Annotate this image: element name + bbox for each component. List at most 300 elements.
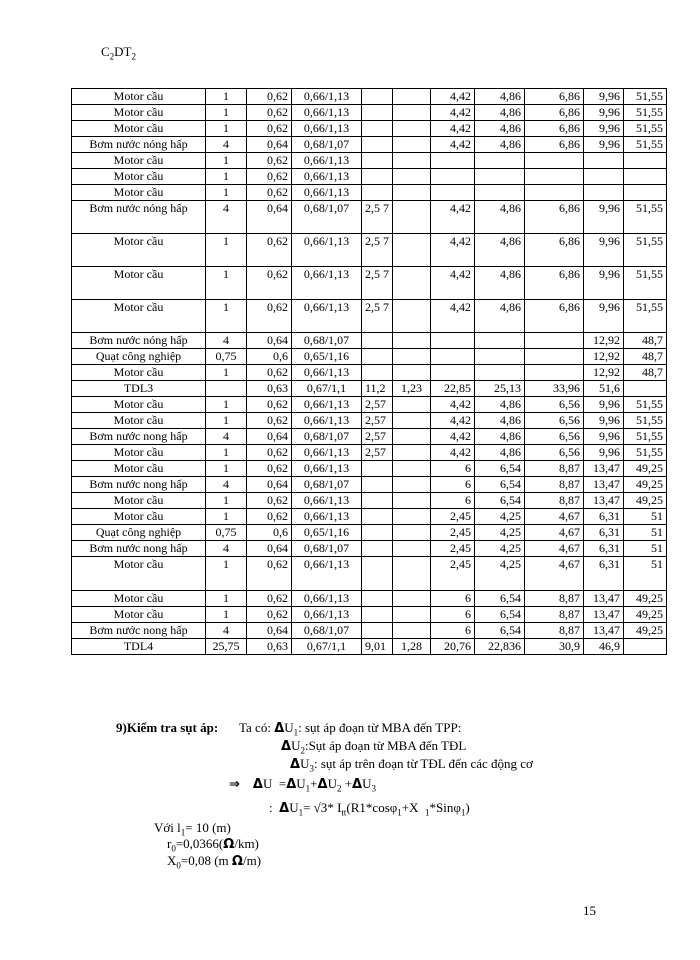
cell-k: 0,62 [247,591,292,607]
cell-k: 0,64 [247,623,292,639]
cell-c5: 2,5 7 [362,267,393,300]
cell-c8: 6,54 [475,493,525,509]
cell-c6 [393,413,431,429]
cell-c9: 6,56 [525,445,584,461]
cell-c5 [362,607,393,623]
cell-n: 1 [206,461,247,477]
cell-c5 [362,89,393,105]
cell-c6 [393,623,431,639]
cell-k: 0,63 [247,639,292,655]
cell-c8 [475,185,525,201]
cell-c7: 20,76 [431,639,475,655]
cell-c6 [393,477,431,493]
cell-k: 0,62 [247,445,292,461]
table-row [72,89,667,105]
cell-c7: 6 [431,623,475,639]
cell-name: Bơm nước nong hấp [72,623,206,639]
cell-c5: 2,5 7 [362,201,393,234]
cell-cos: 0,66/1,13 [292,267,362,300]
cell-cos: 0,68/1,07 [292,429,362,445]
cell-c7 [431,153,475,169]
cell-name: Bơm nước nong hấp [72,429,206,445]
table-row [72,333,667,349]
cell-k: 0,62 [247,557,292,591]
cell-c8: 6,54 [475,591,525,607]
cell-name: Bơm nước nong hấp [72,541,206,557]
cell-c11: 51 [624,509,667,525]
cell-cos: 0,66/1,13 [292,413,362,429]
cell-c7: 6 [431,477,475,493]
cell-c5 [362,349,393,365]
cell-n: 1 [206,234,247,267]
table-row [72,397,667,413]
cell-name: Bơm nước nóng hấp [72,137,206,153]
cell-c5 [362,333,393,349]
cell-c11: 49,25 [624,623,667,639]
x0-value: $X_0=0,08$ (m Ω/m) [167,853,262,871]
cell-c11 [624,169,667,185]
cell-c6 [393,267,431,300]
cell-c11: 51,55 [624,267,667,300]
cell-n: 1 [206,365,247,381]
cell-c7 [431,333,475,349]
cell-cos: 0,66/1,13 [292,300,362,333]
cell-c10: 6,31 [584,541,624,557]
cell-c6 [393,461,431,477]
cell-cos: 0,67/1,1 [292,639,362,655]
cell-k: 0,62 [247,153,292,169]
cell-name: Motor cầu [72,169,206,185]
cell-name: Motor cầu [72,509,206,525]
cell-n: 4 [206,137,247,153]
cell-n: 4 [206,429,247,445]
cell-c9: 4,67 [525,541,584,557]
cell-c7: 4,42 [431,397,475,413]
cell-c8: 4,86 [475,105,525,121]
cell-cos: 0,66/1,13 [292,591,362,607]
cell-cos: 0,68/1,07 [292,137,362,153]
cell-c10: 9,96 [584,121,624,137]
cell-c8: 4,86 [475,429,525,445]
cell-c10: 13,47 [584,477,624,493]
cell-c10 [584,185,624,201]
cell-c11 [624,639,667,655]
cell-c9: 4,67 [525,525,584,541]
cell-c8: 4,86 [475,445,525,461]
cell-k: 0,64 [247,477,292,493]
cell-c9: 6,86 [525,105,584,121]
cell-c8 [475,169,525,185]
cell-cos: 0,66/1,13 [292,607,362,623]
cell-cos: 0,66/1,13 [292,153,362,169]
cell-c5 [362,365,393,381]
cell-c5: 2,57 [362,445,393,461]
cell-c5: 2,5 7 [362,300,393,333]
table-body [72,89,667,655]
cell-n: 1 [206,153,247,169]
cell-c5 [362,509,393,525]
cell-c6 [393,591,431,607]
table-row [72,349,667,365]
cell-n: 4 [206,541,247,557]
cell-c9: 8,87 [525,607,584,623]
cell-n: 1 [206,493,247,509]
cell-c10: 9,96 [584,445,624,461]
cell-cos: 0,65/1,16 [292,525,362,541]
cell-c8: 4,86 [475,234,525,267]
cell-c7: 4,42 [431,429,475,445]
cell-k: 0,62 [247,169,292,185]
cell-c9 [525,365,584,381]
cell-name: Motor cầu [72,445,206,461]
cell-c6 [393,153,431,169]
cell-c11: 49,25 [624,607,667,623]
cell-c6 [393,137,431,153]
cell-k: 0,62 [247,397,292,413]
cell-c6: 1,23 [393,381,431,397]
cell-c11: 51,55 [624,234,667,267]
cell-n: 25,75 [206,639,247,655]
cell-c6 [393,300,431,333]
cell-c11: 48,7 [624,365,667,381]
cell-k: 0,62 [247,267,292,300]
cell-cos: 0,66/1,13 [292,365,362,381]
cell-c9: 30,9 [525,639,584,655]
cell-n: 1 [206,267,247,300]
table-row [72,541,667,557]
cell-c11: 51,55 [624,413,667,429]
cell-cos: 0,66/1,13 [292,445,362,461]
cell-name: Motor cầu [72,121,206,137]
cell-c7 [431,169,475,185]
cell-c11: 49,25 [624,493,667,509]
cell-c5 [362,169,393,185]
cell-c6 [393,89,431,105]
load-calculation-table [71,88,667,655]
cell-c10: 13,47 [584,607,624,623]
du3-definition: $\Delta U_3$: sụt áp trên đoạn từ TĐL đến các động cơ [290,756,533,774]
cell-cos: 0,66/1,13 [292,169,362,185]
r0-value: $r_0=0,0366(\Omega/km)$ [167,836,259,854]
cell-name: Quạt công nghiệp [72,525,206,541]
cell-k: 0,62 [247,105,292,121]
cell-c10: 9,96 [584,234,624,267]
du2-definition: $\Delta U_2:Sụt$ áp đoạn từ MBA đến TĐL [281,738,467,756]
cell-c8: 6,54 [475,477,525,493]
cell-c6 [393,201,431,234]
cell-c8: 4,86 [475,89,525,105]
cell-c8: 4,86 [475,201,525,234]
cell-c5: 9,01 [362,639,393,655]
cell-name: Motor cầu [72,89,206,105]
cell-n: 4 [206,201,247,234]
cell-c7: 2,45 [431,509,475,525]
cell-c8 [475,349,525,365]
cell-c8: 4,25 [475,557,525,591]
table-row [72,607,667,623]
cell-cos: 0,66/1,13 [292,121,362,137]
cell-c9: 8,87 [525,591,584,607]
table-row [72,413,667,429]
cell-c5 [362,477,393,493]
cell-c8 [475,365,525,381]
cell-k: 0,62 [247,89,292,105]
cell-c8 [475,333,525,349]
cell-c11: 51,55 [624,445,667,461]
cell-cos: 0,66/1,13 [292,105,362,121]
cell-c6 [393,105,431,121]
cell-n: 4 [206,477,247,493]
cell-cos: 0,68/1,07 [292,623,362,639]
cell-c7: 4,42 [431,201,475,234]
cell-c10: 46,9 [584,639,624,655]
cell-n [206,381,247,397]
cell-c6 [393,445,431,461]
cell-c7: 4,42 [431,413,475,429]
cell-name: Motor cầu [72,557,206,591]
cell-name: Motor cầu [72,234,206,267]
cell-name: Bơm nước nóng hấp [72,201,206,234]
cell-c10: 6,31 [584,557,624,591]
cell-k: 0,62 [247,185,292,201]
table-row [72,429,667,445]
cell-n: 1 [206,300,247,333]
du1-formula: : $\Delta U_1= √3*$ $I_{tt}(R1*\cos\varphi_1+X$ $_1$*Sinφ$_1$) [269,800,470,818]
cell-c9: 8,87 [525,623,584,639]
cell-c7: 4,42 [431,234,475,267]
sum-equation: ⇒ $\Delta U =\Delta U_1+\Delta U_2 +\Delta U_3$ [229,776,376,794]
cell-c5 [362,623,393,639]
cell-c11 [624,153,667,169]
cell-cos: 0,65/1,16 [292,349,362,365]
cell-name: Motor cầu [72,365,206,381]
table-row [72,591,667,607]
cell-c6 [393,541,431,557]
cell-c6 [393,365,431,381]
cell-c7: 2,45 [431,525,475,541]
cell-c11: 49,25 [624,477,667,493]
table-row [72,509,667,525]
table-row [72,267,667,300]
cell-c7: 4,42 [431,267,475,300]
cell-c8: 6,54 [475,461,525,477]
cell-c9: 6,56 [525,413,584,429]
cell-c6 [393,169,431,185]
cell-c9 [525,349,584,365]
cell-c10: 9,96 [584,105,624,121]
cell-c5 [362,525,393,541]
table-row [72,105,667,121]
cell-c7: 22,85 [431,381,475,397]
cell-c7: 4,42 [431,89,475,105]
cell-c9 [525,333,584,349]
cell-name: Bơm nước nong hấp [72,477,206,493]
cell-c8: 4,86 [475,267,525,300]
cell-c7 [431,365,475,381]
cell-k: 0,62 [247,607,292,623]
cell-c11: 51 [624,525,667,541]
cell-c10: 9,96 [584,413,624,429]
cell-c8: 4,25 [475,525,525,541]
cell-k: 0,62 [247,300,292,333]
cell-n: 1 [206,591,247,607]
cell-cos: 0,66/1,13 [292,185,362,201]
cell-c9 [525,185,584,201]
cell-c8: 4,25 [475,541,525,557]
cell-c11: 49,25 [624,591,667,607]
cell-k: 0,62 [247,413,292,429]
cell-c6 [393,121,431,137]
cell-c11 [624,185,667,201]
cell-k: 0,6 [247,349,292,365]
cell-c5 [362,105,393,121]
cell-c11: 51,55 [624,89,667,105]
cell-c10: 13,47 [584,623,624,639]
cell-c8: 4,86 [475,137,525,153]
table-row [72,525,667,541]
cell-c7: 6 [431,607,475,623]
cell-name: Motor cầu [72,153,206,169]
cell-c11: 51 [624,557,667,591]
cell-c6 [393,557,431,591]
cell-c11 [624,381,667,397]
cell-k: 0,64 [247,541,292,557]
cell-n: 1 [206,105,247,121]
table-row [72,234,667,267]
cell-name: Motor cầu [72,607,206,623]
cell-c5 [362,153,393,169]
cell-k: 0,64 [247,137,292,153]
cell-k: 0,64 [247,333,292,349]
cell-c5 [362,185,393,201]
cell-c8: 25,13 [475,381,525,397]
cell-c11: 48,7 [624,333,667,349]
cell-c11: 48,7 [624,349,667,365]
table-row [72,300,667,333]
cell-c5: 2,5 7 [362,234,393,267]
cell-c11: 51,55 [624,300,667,333]
table-row [72,493,667,509]
cell-c9: 6,86 [525,89,584,105]
cell-n: 1 [206,89,247,105]
cell-name: Motor cầu [72,267,206,300]
table-row [72,365,667,381]
cell-c9: 6,86 [525,201,584,234]
cell-c9 [525,169,584,185]
cell-c11: 51,55 [624,201,667,234]
cell-c10: 13,47 [584,461,624,477]
cell-n: 1 [206,509,247,525]
cell-c11: 49,25 [624,461,667,477]
cell-c8: 4,86 [475,121,525,137]
cell-cos: 0,66/1,13 [292,557,362,591]
cell-c9: 4,67 [525,557,584,591]
cell-name: Bơm nước nóng hấp [72,333,206,349]
cell-cos: 0,66/1,13 [292,89,362,105]
cell-c10: 6,31 [584,509,624,525]
cell-k: 0,62 [247,461,292,477]
cell-c5 [362,493,393,509]
cell-cos: 0,66/1,13 [292,234,362,267]
cell-c7: 6 [431,461,475,477]
cell-name: Motor cầu [72,300,206,333]
cell-c8: 4,25 [475,509,525,525]
page-number: 15 [583,903,596,918]
cell-k: 0,64 [247,201,292,234]
cell-c8: 22,836 [475,639,525,655]
cell-c9: 6,86 [525,121,584,137]
cell-k: 0,62 [247,234,292,267]
cell-n: 1 [206,557,247,591]
cell-c10 [584,153,624,169]
cell-n: 1 [206,445,247,461]
cell-name: TDL4 [72,639,206,655]
cell-c5 [362,557,393,591]
table-row [72,623,667,639]
cell-c6 [393,509,431,525]
cell-n: 1 [206,397,247,413]
cell-c10: 13,47 [584,591,624,607]
cell-cos: 0,67/1,1 [292,381,362,397]
intro-text: Ta có: $\Delta U_1$: sụt áp đoạn từ MBA đến TPP: [239,720,462,738]
cell-n: 4 [206,623,247,639]
cell-c7 [431,185,475,201]
cell-c6 [393,234,431,267]
cell-c8 [475,153,525,169]
cell-c11: 51,55 [624,121,667,137]
cell-c9: 33,96 [525,381,584,397]
cell-c5 [362,541,393,557]
cell-k: 0,62 [247,121,292,137]
table-row [72,461,667,477]
cell-k: 0,62 [247,365,292,381]
table-row [72,185,667,201]
cell-k: 0,62 [247,509,292,525]
cell-c9: 4,67 [525,509,584,525]
cell-c5 [362,137,393,153]
cell-n: 1 [206,169,247,185]
cell-name: TDL3 [72,381,206,397]
cell-c6 [393,185,431,201]
table-row [72,153,667,169]
cell-k: 0,63 [247,381,292,397]
cell-c10: 9,96 [584,137,624,153]
cell-c9: 6,86 [525,137,584,153]
cell-name: Quạt công nghiệp [72,349,206,365]
cell-cos: 0,66/1,13 [292,397,362,413]
cell-c10: 9,96 [584,267,624,300]
table-row [72,557,667,591]
cell-c8: 4,86 [475,300,525,333]
cell-c8: 4,86 [475,397,525,413]
cell-k: 0,6 [247,525,292,541]
table-row [72,169,667,185]
table-row [72,121,667,137]
cell-c10: 12,92 [584,333,624,349]
cell-cos: 0,66/1,13 [292,461,362,477]
cell-c10: 12,92 [584,365,624,381]
table-row [72,381,667,397]
cell-c7: 6 [431,591,475,607]
cell-c6 [393,429,431,445]
cell-c7 [431,349,475,365]
cell-c6: 1,28 [393,639,431,655]
cell-c6 [393,333,431,349]
cell-c11: 51,55 [624,137,667,153]
cell-c7: 4,42 [431,300,475,333]
cell-c8: 4,86 [475,413,525,429]
cell-c7: 6 [431,493,475,509]
